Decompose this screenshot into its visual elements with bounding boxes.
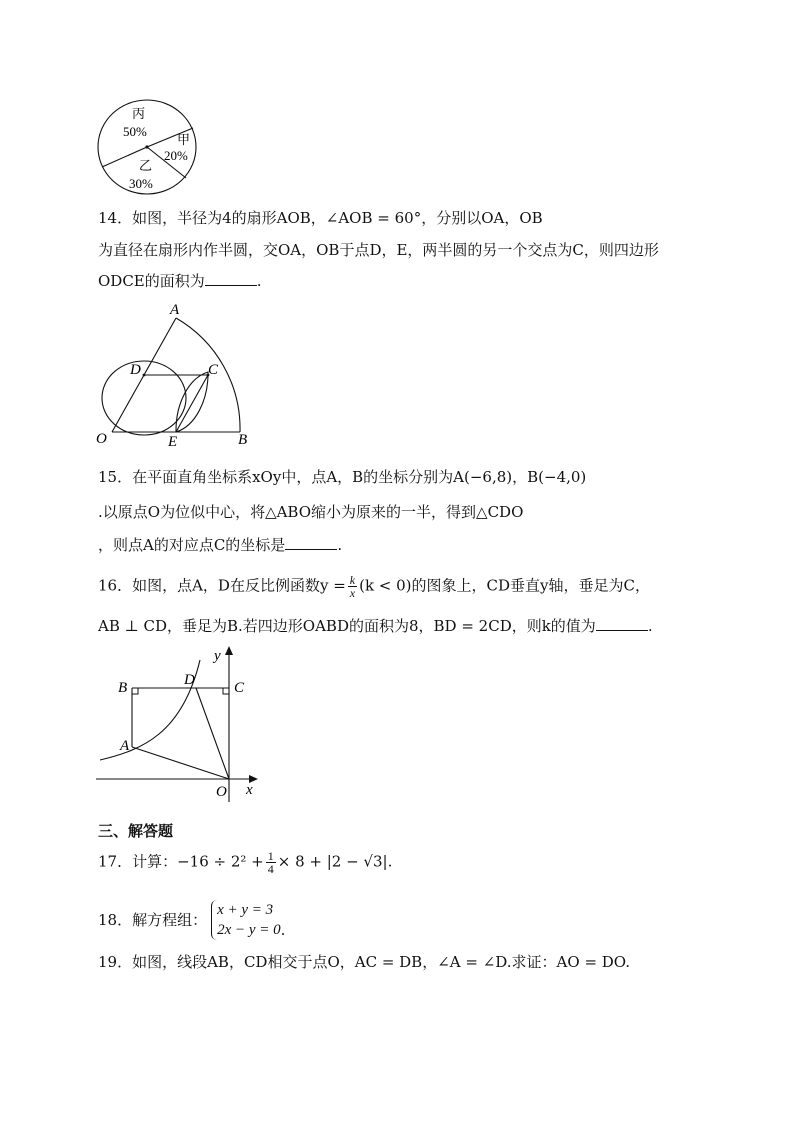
q16-line1-a: 16．如图，点A，D在反比例函数y = xyxy=(98,576,346,595)
q16-line2-text: AB ⊥ CD，垂足为B.若四边形OABD的面积为8，BD = 2CD，则k的值为 xyxy=(98,617,596,635)
q14-figure xyxy=(92,298,262,450)
pie-figure xyxy=(94,98,204,198)
q16-frac-den: x xyxy=(349,586,356,600)
q16-line2 xyxy=(98,616,653,636)
q18-end: . xyxy=(280,921,286,939)
q17-text-b: × 8 + |2 − √3|. xyxy=(277,852,393,871)
q15-line3 xyxy=(98,535,342,555)
pie-pct-jia: 20% xyxy=(164,148,188,163)
label-y: y xyxy=(214,648,221,664)
label-x: x xyxy=(246,782,253,798)
label-B: B xyxy=(238,432,248,448)
q16-fraction xyxy=(348,574,357,599)
q18-equation-system xyxy=(211,900,281,940)
q17-line xyxy=(98,850,392,875)
q16-line1-b: (k < 0)的图象上，CD垂直y轴，垂足为C， xyxy=(359,576,650,595)
label-A: A xyxy=(120,738,130,754)
q17-text-a: 17．计算：−16 ÷ 2² + xyxy=(98,852,264,871)
pie-label-bing: 丙 xyxy=(132,106,146,121)
label-C: C xyxy=(208,362,219,378)
q15-line3-end: . xyxy=(337,536,343,554)
semicircle-OA xyxy=(102,361,186,435)
label-A: A xyxy=(170,302,180,318)
label-D: D xyxy=(184,672,195,688)
q19-line: 19．如图，线段AB，CD相交于点O，AC = DB，∠A = ∠D.求证：AO = DO. xyxy=(98,953,630,971)
q16-figure xyxy=(92,642,264,804)
q17-frac-den: 4 xyxy=(267,862,274,876)
pie-pct-bing: 50% xyxy=(123,124,147,139)
q18-line xyxy=(98,900,285,940)
segment-AO xyxy=(132,747,229,779)
q14-line2: 为直径在扇形内作半圆，交OA，OB于点D，E，两半圆的另一个交点为C，则四边形 xyxy=(98,241,659,259)
q16-answer-blank xyxy=(596,616,648,631)
q17-frac-num: 1 xyxy=(267,849,274,863)
q15-line2: .以原点O为位似中心，将△ABO缩小为原来的一半，得到△CDO xyxy=(98,503,524,521)
q15-line1: 15．在平面直角坐标系xOy中，点A，B的坐标分别为A(−6,8)，B(−4,0) xyxy=(98,468,587,486)
label-O: O xyxy=(96,431,107,447)
q14-line3-end: . xyxy=(256,272,262,290)
label-E: E xyxy=(168,434,178,450)
section-title: 三、解答题 xyxy=(98,822,174,840)
q15-line3-text: ，则点A的对应点C的坐标是 xyxy=(98,536,286,554)
q16-line2-end: . xyxy=(647,617,653,635)
label-D: D xyxy=(130,362,141,378)
pie-label-jia: 甲 xyxy=(177,132,191,147)
q16-line1 xyxy=(98,574,650,599)
q14-answer-blank xyxy=(205,271,257,286)
q17-fraction xyxy=(266,850,276,875)
right-angle-B xyxy=(132,688,138,694)
q15-answer-blank xyxy=(285,535,337,550)
pie-label-yi: 乙 xyxy=(139,158,153,173)
pie-center xyxy=(145,145,148,148)
q18-eq2: 2x − y = 0 xyxy=(217,922,281,938)
point-D xyxy=(143,374,146,377)
label-B: B xyxy=(118,680,128,696)
q14-line3-text: ODCE的面积为 xyxy=(98,272,205,290)
label-C: C xyxy=(234,680,245,696)
q14-line3 xyxy=(98,271,262,291)
q16-frac-num: k xyxy=(349,573,356,587)
pie-pct-yi: 30% xyxy=(129,176,153,191)
y-axis-arrow xyxy=(225,646,233,655)
q18-label: 18．解方程组： xyxy=(98,911,208,929)
right-angle-C xyxy=(223,688,229,694)
q14-line1: 14．如图，半径为4的扇形AOB，∠AOB = 60°，分别以OA，OB xyxy=(98,209,543,227)
q18-eq1: x + y = 3 xyxy=(217,902,274,918)
label-O: O xyxy=(216,784,227,800)
segment-DO xyxy=(196,688,229,779)
